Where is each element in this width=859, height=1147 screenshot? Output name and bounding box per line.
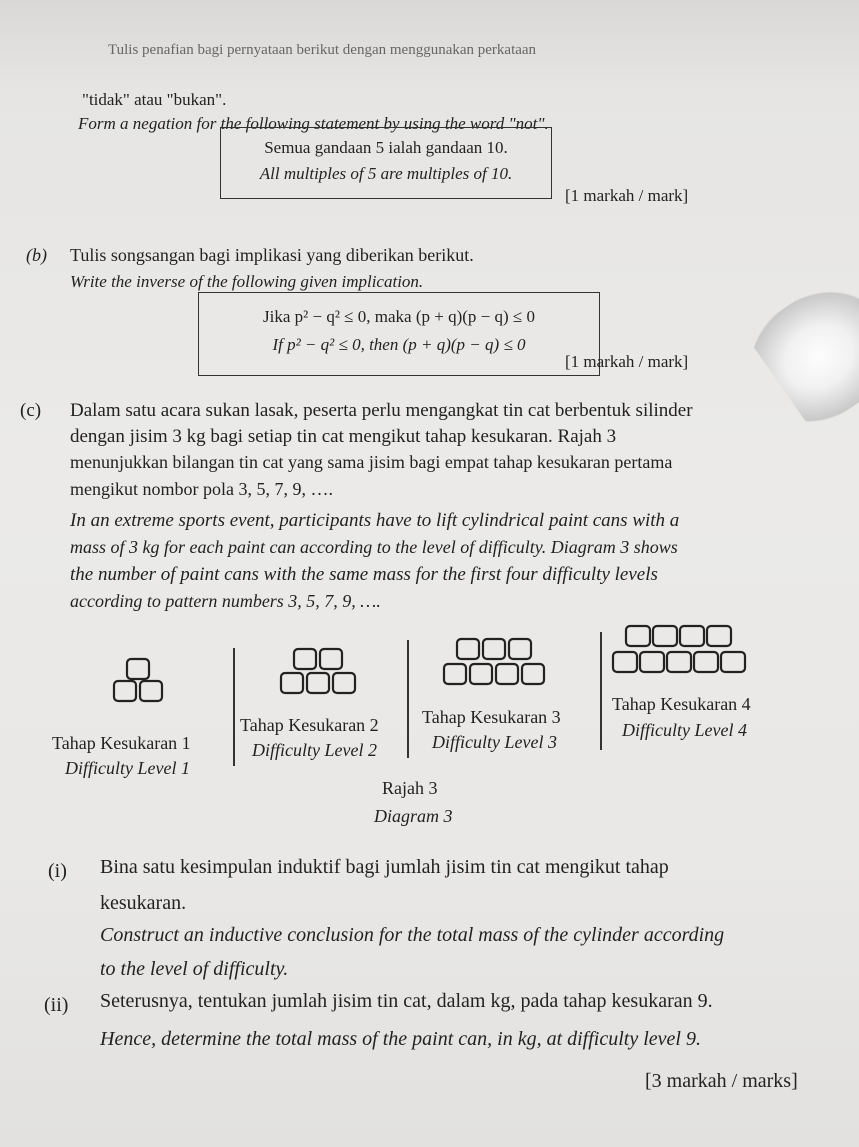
paint-can	[307, 673, 329, 693]
part-a-statement-box	[220, 127, 552, 199]
level-divider-3	[600, 632, 602, 750]
paint-can	[522, 664, 544, 684]
part-c-marks: [3 markah / marks]	[645, 1070, 798, 1092]
part-a-malay-line1: Tulis penafian bagi pernyataan berikut dengan menggunakan perkataan	[108, 42, 537, 58]
paint-can	[721, 652, 745, 672]
part-c-english-line-1: In an extreme sports event, participants have to lift cylindrical paint cans with a	[70, 510, 680, 531]
q2-label: (ii)	[44, 994, 69, 1016]
level-2-malay: Tahap Kesukaran 2	[240, 715, 379, 735]
paint-can	[320, 649, 342, 669]
pen-cap-photo	[745, 266, 859, 433]
paint-can	[483, 639, 505, 659]
q1-label: (i)	[48, 860, 67, 882]
level-3-english: Difficulty Level 3	[432, 732, 557, 752]
part-c-english-line-4: according to pattern numbers 3, 5, 7, 9, ….	[70, 591, 381, 611]
paint-can	[667, 652, 691, 672]
part-c-label: (c)	[20, 400, 42, 421]
paint-can	[613, 652, 637, 672]
paint-can	[509, 639, 531, 659]
part-c-malay-line-3: menunjukkan bilangan tin cat yang sama jisim bagi empat tahap kesukaran pertama	[70, 452, 673, 472]
paint-can	[496, 664, 518, 684]
level-4-malay: Tahap Kesukaran 4	[612, 694, 751, 714]
part-a-malay-line2: "tidak" atau "bukan".	[82, 90, 227, 109]
q1-malay-line-1: Bina satu kesimpulan induktif bagi jumlah jisim tin cat mengikut tahap	[100, 856, 669, 878]
part-b-box-malay: Jika p² − q² ≤ 0, maka (p + q)(p − q) ≤ 0	[263, 307, 535, 326]
part-a-box-malay: Semua gandaan 5 ialah gandaan 10.	[264, 138, 508, 157]
paint-can	[114, 681, 136, 701]
level-3-malay: Tahap Kesukaran 3	[422, 707, 561, 727]
level-2-cans	[276, 645, 376, 697]
part-b-implication-box	[198, 292, 600, 376]
q2-english: Hence, determine the total mass of the paint can, in kg, at difficulty level 9.	[100, 1028, 701, 1050]
level-4-cans	[610, 622, 770, 678]
paint-can	[470, 664, 492, 684]
paint-can	[626, 626, 650, 646]
part-c-malay-line-4: mengikut nombor pola 3, 5, 7, 9, ….	[70, 479, 333, 499]
paint-can	[457, 639, 479, 659]
part-c-english-line-3: the number of paint cans with the same mass for the first four difficulty levels	[70, 564, 658, 585]
part-b-box-english: If p² − q² ≤ 0, then (p + q)(p − q) ≤ 0	[272, 335, 526, 354]
part-a-box-english: All multiples of 5 are multiples of 10.	[259, 164, 513, 183]
paint-can	[694, 652, 718, 672]
level-divider-2	[407, 640, 409, 758]
part-a-english-instruction: Form a negation for the following statement by using the word "not".	[78, 114, 549, 133]
diagram-title-english: Diagram 3	[374, 806, 453, 826]
part-b-english-instruction: Write the inverse of the following given implication.	[70, 272, 424, 291]
part-b-marks: [1 markah / mark]	[565, 352, 689, 371]
paint-can	[333, 673, 355, 693]
part-c-malay-line-1: Dalam satu acara sukan lasak, peserta perlu mengangkat tin cat berbentuk silinder	[70, 400, 693, 421]
q1-english-line-2: to the level of difficulty.	[100, 958, 289, 980]
q1-english-line-1: Construct an inductive conclusion for the total mass of the cylinder according	[100, 924, 725, 946]
part-b-label: (b)	[26, 245, 47, 265]
paint-can	[127, 659, 149, 679]
paint-can	[640, 652, 664, 672]
paint-can	[707, 626, 731, 646]
paint-can	[140, 681, 162, 701]
paint-can	[444, 664, 466, 684]
level-3-cans	[440, 635, 565, 689]
part-c-english-line-2: mass of 3 kg for each paint can according to the level of difficulty. Diagram 3 shows	[70, 537, 678, 557]
paint-can	[680, 626, 704, 646]
level-divider-1	[233, 648, 235, 766]
paint-can	[653, 626, 677, 646]
paint-can	[294, 649, 316, 669]
part-b-malay-instruction: Tulis songsangan bagi implikasi yang diberikan berikut.	[70, 245, 474, 265]
level-1-malay: Tahap Kesukaran 1	[52, 733, 191, 753]
q1-malay-line-2: kesukaran.	[100, 892, 187, 914]
q2-malay: Seterusnya, tentukan jumlah jisim tin cat, dalam kg, pada tahap kesukaran 9.	[100, 990, 713, 1012]
level-4-english: Difficulty Level 4	[622, 720, 747, 740]
part-a-marks: [1 markah / mark]	[565, 186, 689, 205]
part-c-malay-line-2: dengan jisim 3 kg bagi setiap tin cat mengikut tahap kesukaran. Rajah 3	[70, 426, 617, 447]
level-2-english: Difficulty Level 2	[252, 740, 377, 760]
diagram-title-malay: Rajah 3	[382, 778, 438, 798]
paint-can	[281, 673, 303, 693]
level-1-english: Difficulty Level 1	[65, 758, 190, 778]
level-1-cans	[110, 655, 170, 705]
